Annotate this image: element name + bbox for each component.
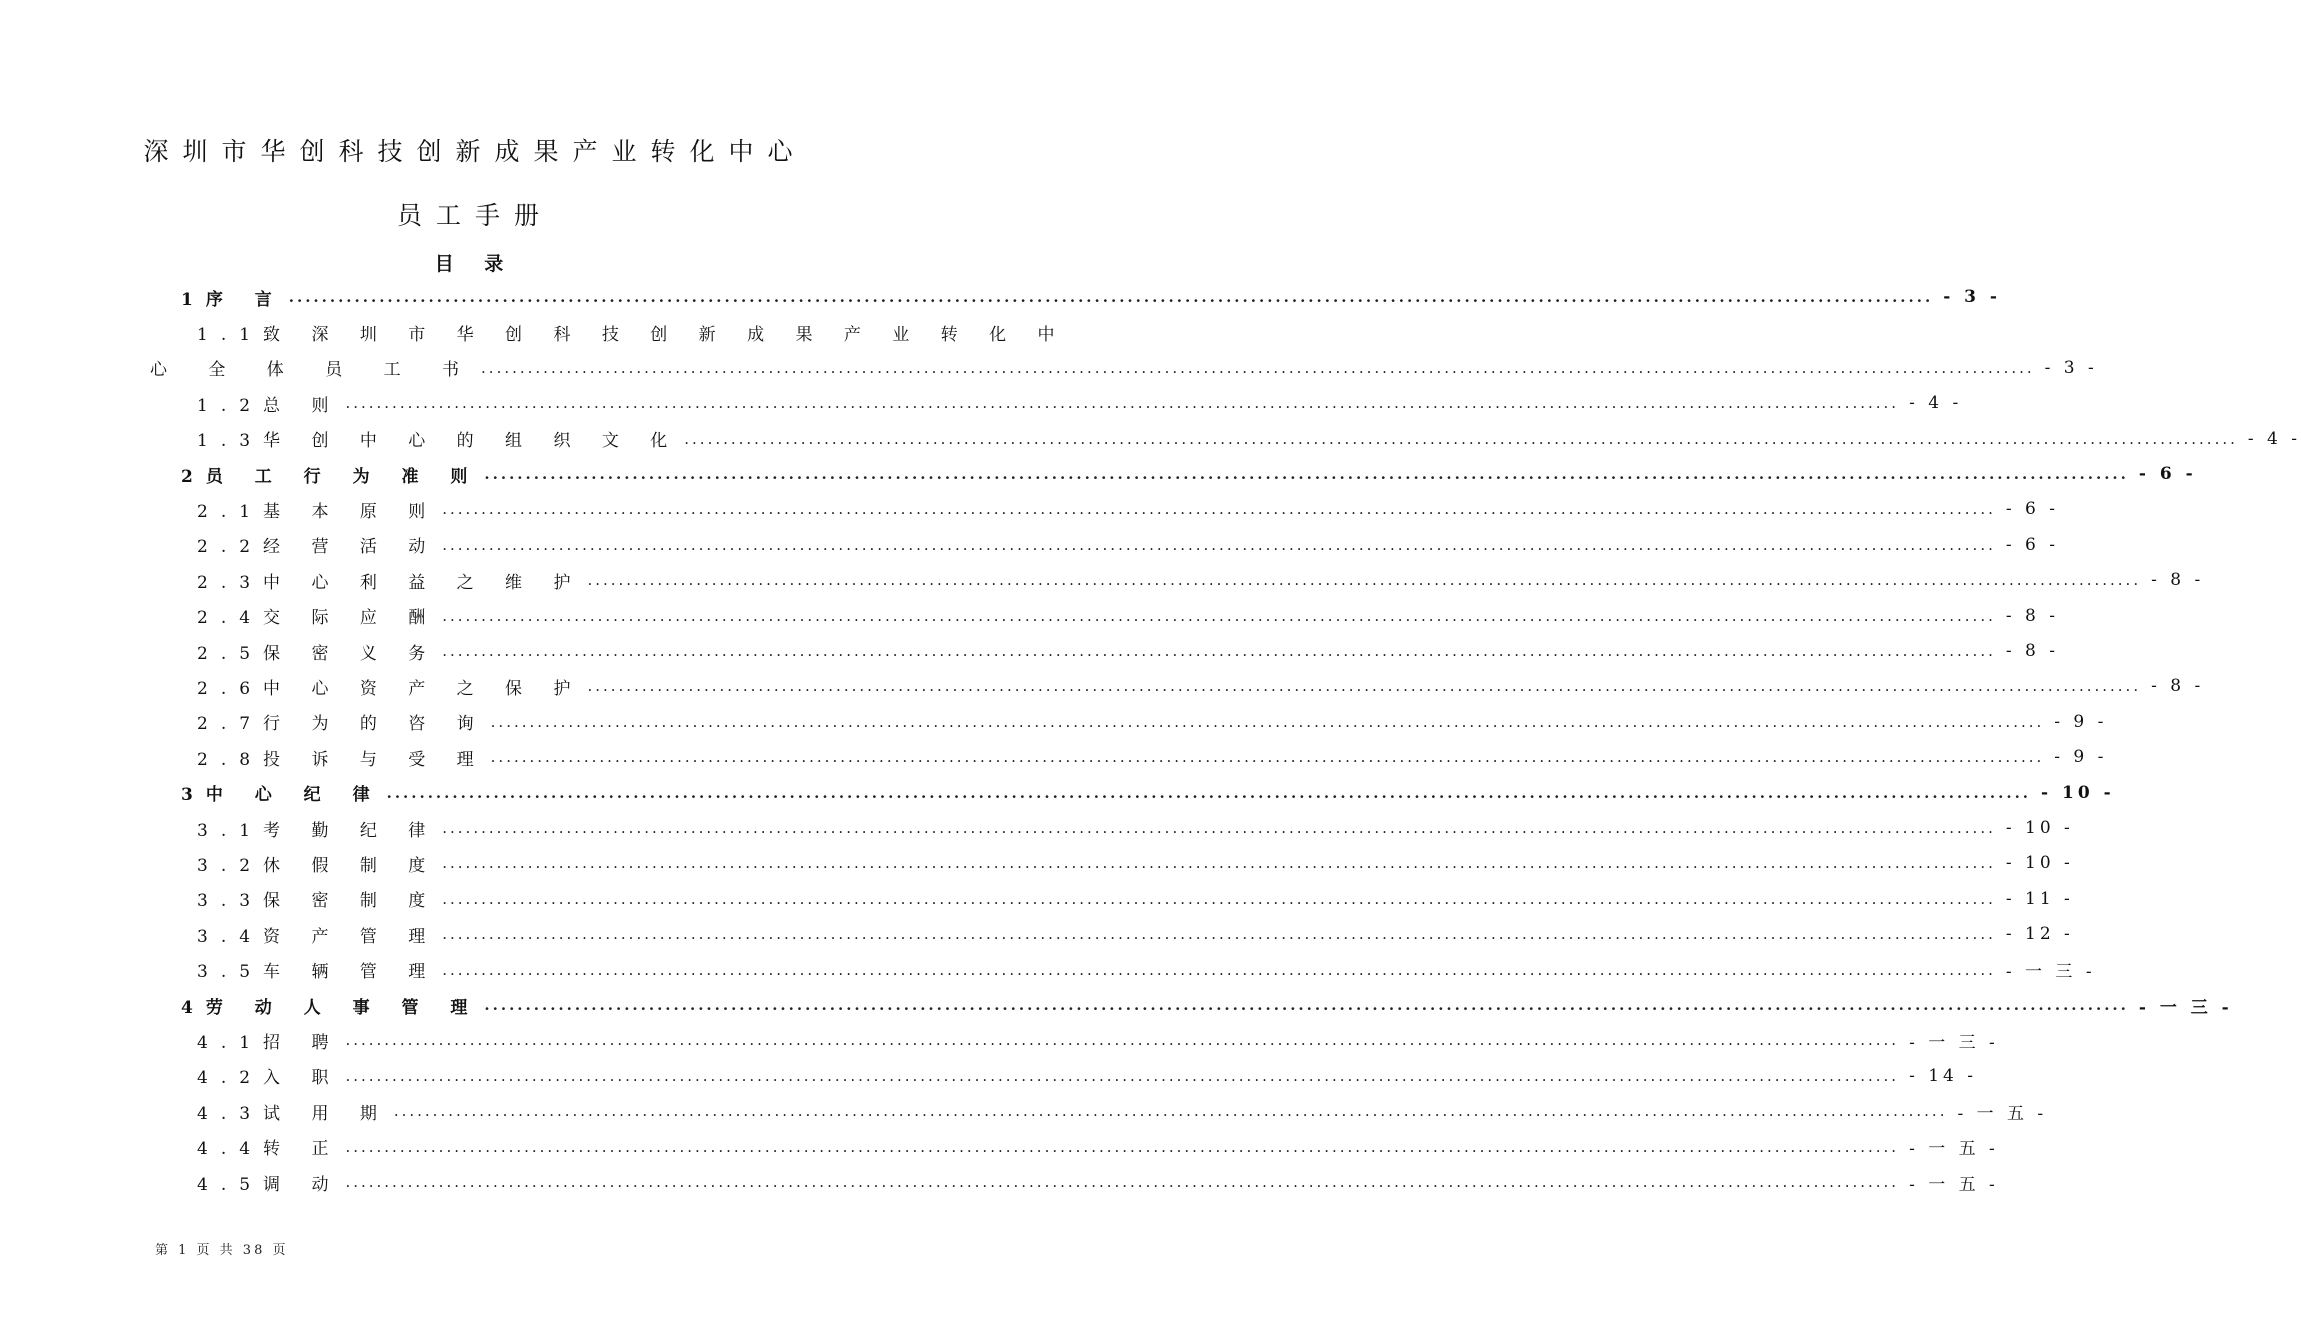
toc-entry[interactable]	[197, 1027, 1999, 1053]
toc-entry-label: 3.5车 辆 管 理	[197, 962, 439, 983]
toc-leader-dots: ........................................................................................................................................................................................................	[288, 288, 1934, 306]
toc-entry-label: 2.1基 本 原 则	[197, 501, 439, 522]
toc-leader-dots: ........................................................................................................................................................................................................	[484, 465, 2129, 483]
toc-entry-label: 4.5调 动	[197, 1174, 342, 1195]
toc-entry[interactable]	[150, 355, 2098, 381]
toc-entry-label: 2.2经 营 活 动	[197, 537, 439, 558]
toc-entry[interactable]	[197, 426, 2301, 452]
toc-entry[interactable]	[197, 532, 2059, 558]
toc-entry-page: - 一 五 -	[1909, 1174, 1999, 1195]
toc-entry-page: - 6 -	[2005, 534, 2059, 555]
toc-entry-page: - 9 -	[2054, 747, 2108, 768]
toc-entry-label: 2.5保 密 义 务	[197, 643, 439, 664]
toc-entry-label: 1.1致 深 圳 市 华 创 科 技 创 新 成 果 产 业 转 化 中	[197, 324, 1068, 345]
toc-entry[interactable]	[181, 284, 2001, 310]
toc-entry-page: - 6 -	[2005, 499, 2059, 520]
toc-entry-label: 3.1考 勤 纪 律	[197, 820, 439, 841]
toc-heading: 目 录	[434, 253, 516, 275]
toc-leader-dots: ........................................................................................................................................................................................................	[442, 535, 1996, 554]
toc-entry-label: 2.8投 诉 与 受 理	[197, 749, 487, 770]
toc-leader-dots: ........................................................................................................................................................................................................	[490, 748, 2045, 767]
toc-entry[interactable]	[197, 744, 2108, 770]
toc-entry[interactable]	[197, 390, 1963, 416]
toc-entry-page: - 一 三 -	[1909, 1032, 1999, 1053]
toc-leader-dots: ........................................................................................................................................................................................................	[393, 1102, 1948, 1121]
toc-entry[interactable]	[197, 319, 1068, 345]
toc-entry-label: 2员 工 行 为 准 则	[181, 466, 481, 487]
toc-entry-page: - 一 五 -	[1909, 1139, 1999, 1160]
toc-entry[interactable]	[197, 850, 2074, 876]
toc-entry-label: 2.6中 心 资 产 之 保 护	[197, 678, 584, 699]
toc-entry-page: - 一 三 -	[2005, 962, 2096, 983]
toc-leader-dots: ........................................................................................................................................................................................................	[587, 571, 2142, 590]
toc-entry-page: - 8 -	[2151, 570, 2205, 591]
toc-leader-dots: ........................................................................................................................................................................................................	[481, 358, 2035, 377]
page-footer: 第 1 页 共 38 页	[155, 1243, 289, 1258]
toc-leader-dots: ........................................................................................................................................................................................................	[345, 1173, 1900, 1191]
toc-entry-page: - 8 -	[2005, 641, 2059, 661]
toc-entry[interactable]	[181, 461, 2197, 487]
toc-entry[interactable]	[197, 1134, 1999, 1160]
toc-entry[interactable]	[197, 1098, 2048, 1124]
toc-entry-page: - 3 -	[1943, 287, 2001, 307]
toc-entry-label: 4劳 动 人 事 管 理	[181, 997, 481, 1018]
toc-entry-page: - 4 -	[1909, 393, 1963, 414]
toc-leader-dots: ........................................................................................................................................................................................................	[442, 606, 1996, 625]
toc-entry-label: 2.7行 为 的 咨 询	[197, 714, 487, 735]
toc-entry-page: - 6 -	[2138, 464, 2197, 484]
toc-entry-page: - 10 -	[2005, 818, 2074, 838]
toc-entry-page: - 8 -	[2005, 605, 2059, 626]
toc-entry[interactable]	[197, 886, 2074, 912]
toc-entry-label: 1.2总 则	[197, 395, 342, 416]
toc-entry-page: - 9 -	[2054, 711, 2108, 732]
document-subtitle: 员工手册	[396, 201, 553, 230]
toc-entry-label: 3.2休 假 制 度	[197, 855, 439, 876]
toc-leader-dots: ........................................................................................................................................................................................................	[442, 854, 1996, 873]
toc-entry[interactable]	[197, 815, 2074, 841]
toc-entry-page: - 一 五 -	[1957, 1103, 2048, 1124]
toc-entry[interactable]	[197, 638, 2059, 664]
toc-entry-page: - 11 -	[2005, 888, 2074, 909]
toc-entry-page: - 4 -	[2247, 428, 2301, 449]
toc-entry-label: 3.3保 密 制 度	[197, 891, 439, 912]
toc-entry-label: 2.3中 心 利 益 之 维 护	[197, 572, 584, 593]
toc-entry[interactable]	[197, 603, 2059, 629]
toc-entry-label: 2.4交 际 应 酬	[197, 608, 439, 629]
toc-entry[interactable]	[197, 1063, 1978, 1089]
toc-entry-page: - 一 三 -	[2138, 997, 2233, 1018]
toc-leader-dots: ........................................................................................................................................................................................................	[442, 960, 1996, 979]
toc-leader-dots: ........................................................................................................................................................................................................	[442, 889, 1996, 908]
toc-entry-page: - 8 -	[2151, 676, 2205, 697]
toc-leader-dots: ........................................................................................................................................................................................................	[345, 1066, 1900, 1085]
toc-leader-dots: ........................................................................................................................................................................................................	[442, 819, 1996, 837]
toc-entry-label: 1序 言	[181, 289, 285, 310]
toc-entry-label: 4.4转 正	[197, 1139, 342, 1160]
toc-leader-dots: ........................................................................................................................................................................................................	[442, 500, 1996, 519]
toc-entry[interactable]	[197, 496, 2059, 522]
toc-leader-dots: ........................................................................................................................................................................................................	[484, 996, 2129, 1014]
toc-entry-page: - 14 -	[1909, 1065, 1978, 1086]
toc-entry-label: 4.3试 用 期	[197, 1103, 390, 1124]
toc-entry-label: 4.2入 职	[197, 1068, 342, 1089]
toc-leader-dots: ........................................................................................................................................................................................................	[684, 429, 2238, 448]
toc-entry-label: 4.1招 聘	[197, 1032, 342, 1053]
toc-entry-page: - 12 -	[2005, 924, 2074, 945]
document-title: 深圳市华创科技创新成果产业转化中心	[143, 137, 807, 166]
toc-entry-page: - 3 -	[2044, 357, 2098, 378]
toc-entry[interactable]	[197, 709, 2108, 735]
toc-leader-dots: ........................................................................................................................................................................................................	[345, 1031, 1900, 1050]
toc-entry[interactable]	[197, 567, 2205, 593]
toc-leader-dots: ........................................................................................................................................................................................................	[442, 642, 1996, 660]
toc-leader-dots: ........................................................................................................................................................................................................	[386, 783, 2032, 802]
toc-entry[interactable]	[181, 992, 2233, 1018]
toc-entry[interactable]	[181, 780, 2115, 806]
toc-entry-label: 3中 心 纪 律	[181, 785, 383, 806]
toc-entry[interactable]	[197, 921, 2074, 947]
toc-entry-label: 心 全 体 员 工 书	[150, 360, 478, 381]
toc-leader-dots: ........................................................................................................................................................................................................	[587, 677, 2142, 696]
toc-leader-dots: ........................................................................................................................................................................................................	[490, 712, 2045, 731]
toc-entry-page: - 10 -	[2005, 853, 2074, 874]
toc-entry-page: - 10 -	[2041, 782, 2115, 803]
toc-entry-label: 1.3华 创 中 心 的 组 织 文 化	[197, 431, 681, 452]
toc-entry[interactable]	[197, 1169, 1999, 1195]
toc-leader-dots: ........................................................................................................................................................................................................	[345, 1137, 1900, 1156]
toc-leader-dots: ........................................................................................................................................................................................................	[345, 394, 1900, 413]
toc-entry[interactable]	[197, 673, 2205, 699]
toc-entry[interactable]	[197, 957, 2096, 983]
toc-leader-dots: ........................................................................................................................................................................................................	[442, 925, 1996, 944]
toc-entry-label: 3.4资 产 管 理	[197, 926, 439, 947]
